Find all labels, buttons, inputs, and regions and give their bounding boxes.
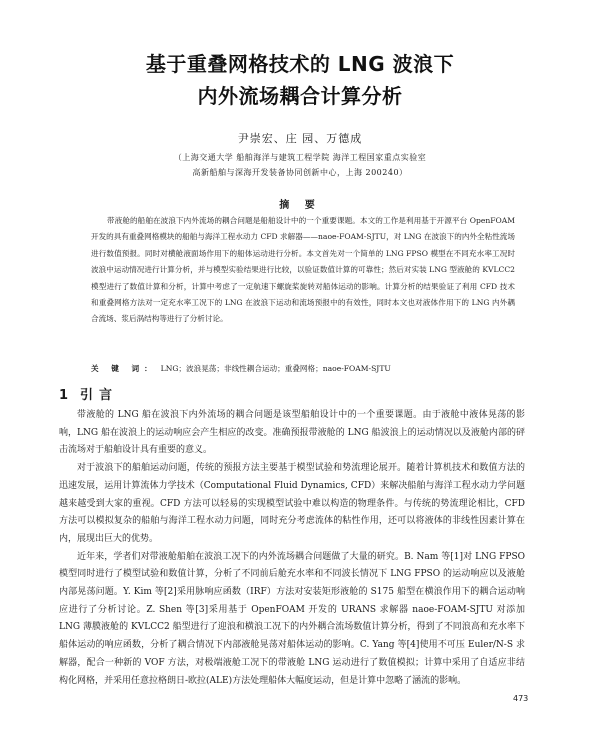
title-line-2: 内外流场耦合计算分析: [197, 84, 403, 108]
keywords-text: LNG；波浪晃荡；非线性耦合运动；重叠网格；naoe-FOAM-SJTU: [160, 364, 391, 373]
section-heading: [59, 384, 118, 403]
intro-paragraph-1: 带液舱的 LNG 船在波浪下内外流场的耦合问题是该型船舶设计中的一个重要课题。由于液舱中液体晃荡的影响，LNG 船在波浪上的运动响应会产生相应的改变。准确预报带液舱的 LNG 船波浪上的运动情况以及液舱内部的砰击流场对于船舶设计具有重要的意义。: [59, 410, 525, 456]
title-line-1: 基于重叠网格技术的 LNG 波浪下: [145, 52, 455, 76]
intro-paragraph-2: 对于波浪下的船舶运动问题，传统的预报方法主要基于模型试验和势流理论展开。随着计算机技术和数值方法的迅速发展，运用计算流体力学技术（Computational Fluid Dynamics, CFD）来解决船舶与海洋工程水动力学问题越来越受到大家的重视。CFD 方法可以轻易的实现模型试验中难以构造的物理条件。与传统的势流理论相比，CFD 方法可以模拟复杂的船舶与海洋工程水动力问题，同时充分考虑流体的粘性作用，还可以将液体的非线性因素计算在内，展现出巨大的优势。: [59, 463, 525, 544]
intro-paragraph-3: 近年来，学者们对带液舱船舶在波浪工况下的内外流场耦合问题做了大量的研究。B. Nam 等[1]对 LNG FPSO 模型同时进行了模型试验和数值计算，分析了不同前后舱充水率和不同波长情况下 LNG FPSO 的运动响应以及液舱内部晃荡问题。Y. Kim 等[2]采用脉响应函数（IRF）方法对安装矩形液舱的 S175 船型在横浪作用下的耦合运动响应进行了分析讨论。Z. Shen 等[3]采用基于 OpenFOAM 开发的 URANS 求解器 naoe-FOAM-SJTU 对添加 LNG 薄膜液舱的 KVLCC2 船型进行了迎浪和横浪工况下的内外耦合流场数值计算分析，得到了不同浪高和充水率下船体运动的响应函数，分析了耦合情况下内部液舱晃荡对船体运动的影响。C. Yang 等[4]使用不可压 Euler/N-S 求解器，配合一种新的 VOF 方法，对极端液舱工况下的带液舱 LNG 运动进行了数值模拟；计算中采用了自适应非结构化网格，并采用任意拉格朗日-欧拉(ALE)方法处理船体大幅度运动，但是计算中忽略了涵流的影响。: [59, 551, 525, 686]
keywords: [91, 362, 515, 376]
page-number: 473: [513, 694, 529, 703]
intro-body: [59, 407, 525, 690]
section-title: 引言: [80, 388, 119, 403]
affiliation-line-2: 高新船舶与深海开发装备协同创新中心，上海 200240）: [192, 168, 408, 177]
section-number: 1: [59, 388, 69, 403]
authors: 尹崇宏、庄 园、万德成: [237, 132, 363, 145]
keywords-label: 关 键 词：: [91, 364, 157, 373]
abstract-heading: 摘 要: [279, 200, 321, 211]
affiliation-line-1: （上海交通大学 船舶海洋与建筑工程学院 海洋工程国家重点实验室: [173, 153, 427, 162]
abstract-text: 带液舱的船舶在波浪下内外流场的耦合问题是船舶设计中的一个重要课题。本文的工作是利用基于开源平台 OpenFOAM 开发的具有重叠网格模块的船舶与海洋工程水动力 CFD 求解器——naoe-FOAM-SJTU，对 LNG 在波浪下的内外全粘性流场进行数值预报。同时对横舱液面场作用下的船体运动进行分析。本文首先对一个简单的 LNG FPSO 模型在不同充水率工况时波浪中运动情况进行计算分析，并与模型实验结果进行比较，以验证数值计算的可靠性；然后对实装 LNG 型液舱的 KVLCC2 模型进行了数值计算和分析，计算中考虑了一定航速下螺旋桨旋转对船体运动的影响。计算分析的结果验证了利用 CFD 技术和重叠网格方法对一定充水率工况下的 LNG 在波浪下运动和流场预报中的有效性，同时本文也对液体作用下的 LNG 内外耦合流场、浆后涡结构等进行了分析讨论。: [91, 216, 516, 324]
